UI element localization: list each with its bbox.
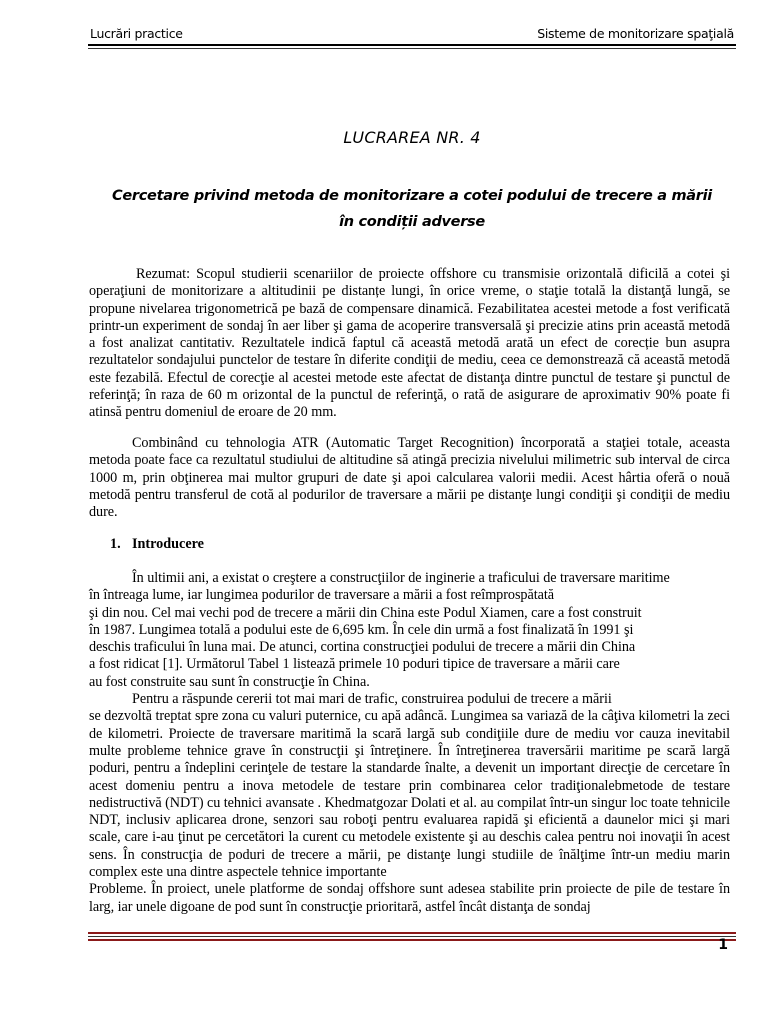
page-number: 1 xyxy=(718,937,728,953)
intro-paragraph: Probleme. În proiect, unele platforme de sondaj offshore sunt adesea stabilite prin proiecte de pile de testare în larg, iar unele digoane de pod sunt în construcţie prioritară, astfel încât distanţa de sondaj xyxy=(89,881,730,915)
intro-line: au fost construite sau sunt în construcţie în China. xyxy=(89,673,370,690)
section-number: 1. xyxy=(110,536,121,552)
abstract-text-2: Combinând cu tehnologia ATR (Automatic Target Recognition) încorporată a staţiei totale, aceasta metoda poate face ca rezultatul studiului de altitudine să atingă precizia nivelului milimetric sub interval de circa 1000 m, prin obţinerea mai multor grupuri de date şi apoi calcularea valorii medii. Acest hârtia oferă o nouă metodă pentru transferul de cotă al podurilor de traversare a mării pe distanţe lungi condiţii şi condiţii de mediu dure. xyxy=(89,435,730,521)
abstract-text-1: Rezumat: Scopul studierii scenariilor de proiecte offshore cu transmisie orizontală dificilă a cotei şi operaţiuni de monitorizare a altitudinii pe distanțe lungi, în orice vreme, o staţie totală la distanţă lungă, se propune nivelarea trigonometrică pe bază de compensare dinamică. Fezabilitatea acestei metode a fost verificată printr-un experiment de sondaj în aer liber şi gama de acoperire transversală şi precizie atins prin această metodă a fost analizat cantitativ. Rezultatele indică faptul că această metodă arată un efect de corecție bun asupra rezultatelor sondajului punctelor de testare în diferite condiţii de mediu, ceea ce demonstrează că această metodă este fezabilă. Efectul de corecţie al acestei metode este afectat de distanţa dintre punctul de testare şi punctul de referinţă; în raza de 60 m orizontal de la punctul de referinţă, o rată de asigurare de aproximativ 90% poate fi atinsă pentru domeniul de eroare de 20 mm. xyxy=(89,266,730,421)
abstract-paragraph-2 xyxy=(89,435,730,521)
page-subtitle xyxy=(88,183,736,235)
section-heading xyxy=(110,536,204,553)
footer-rule-bottom xyxy=(88,939,736,941)
intro-line: şi din nou. Cel mai vechi pod de trecere a mării din China este Podul Xiamen, care a fost construit xyxy=(89,604,642,621)
introduction-body xyxy=(89,570,730,916)
intro-paragraph: se dezvoltă treptat spre zona cu valuri puternice, cu apă adâncă. Lungimea sa variază de la câţiva kilometri la zeci de kilometri. Proiecte de traversare maritimă la scară largă sub condiţiile dure de mediu vor cauza inevitabil multe probleme tehnice grave în construcţii şi întreţinere. În întreţinerea traversării maritime pe scară largă poduri, pentru a îndeplini cerinţele de testare la standarde înalte, a devenit un important direcţie de cercetare în acest domeniu pentru a inova metodele de testare prin combinarea celor tradiţionalebmetode de testare nedistructivă (NDT) cu tehnici avansate . Khedmatgozar Dolati et al. au compilat într-un singur loc toate tehnicile NDT, inclusiv aplicarea drone, senzori sau roboţi pentru evaluarea rapidă şi eficientă a daunelor mici şi mari scale, care i-au ţinut pe cercetători la curent cu metodele existente şi au deschis calea pentru noi inovaţii în acest sens. În construcţia de poduri de trecere a mării, pe distanţe lungi studiile de înălţime într-un mediu marin complex este una dintre aspectele tehnice importante xyxy=(89,708,730,881)
intro-line: în întreaga lume, iar lungimea podurilor de traversare a mării a fost reîmprospătată xyxy=(89,587,554,604)
section-title: Introducere xyxy=(132,536,204,552)
footer-rule-middle xyxy=(88,936,736,937)
subtitle-line-2: în condiții adverse xyxy=(339,214,485,230)
page-title: LUCRAREA NR. 4 xyxy=(343,128,481,147)
header-left-text: Lucrări practice xyxy=(90,26,183,41)
subtitle-line-1: Cercetare privind metoda de monitorizare a cotei podului de trecere a mării xyxy=(112,188,712,204)
intro-line: Pentru a răspunde cererii tot mai mari de trafic, construirea podului de trecere a mării xyxy=(132,691,612,708)
intro-line: a fost ridicat [1]. Următorul Tabel 1 listează primele 10 poduri tipice de traversare a mării care xyxy=(89,656,620,673)
intro-line: În ultimii ani, a existat o creştere a construcţiilor de inginerie a traficului de traversare maritime xyxy=(132,570,670,586)
intro-line: în 1987. Lungimea totală a podului este de 6,695 km. În cele din urmă a fost finalizată în 1991 şi xyxy=(89,621,634,638)
header-rule-thick xyxy=(88,44,736,46)
footer-rule-top xyxy=(88,932,736,934)
intro-line: deschis traficului în luna mai. De atunci, cortina construcţiei podului de trecere a mării din China xyxy=(89,639,636,656)
header-right-text: Sisteme de monitorizare spaţială xyxy=(537,26,734,41)
header-rule-thin xyxy=(88,48,736,49)
abstract-paragraph-1 xyxy=(89,266,730,422)
